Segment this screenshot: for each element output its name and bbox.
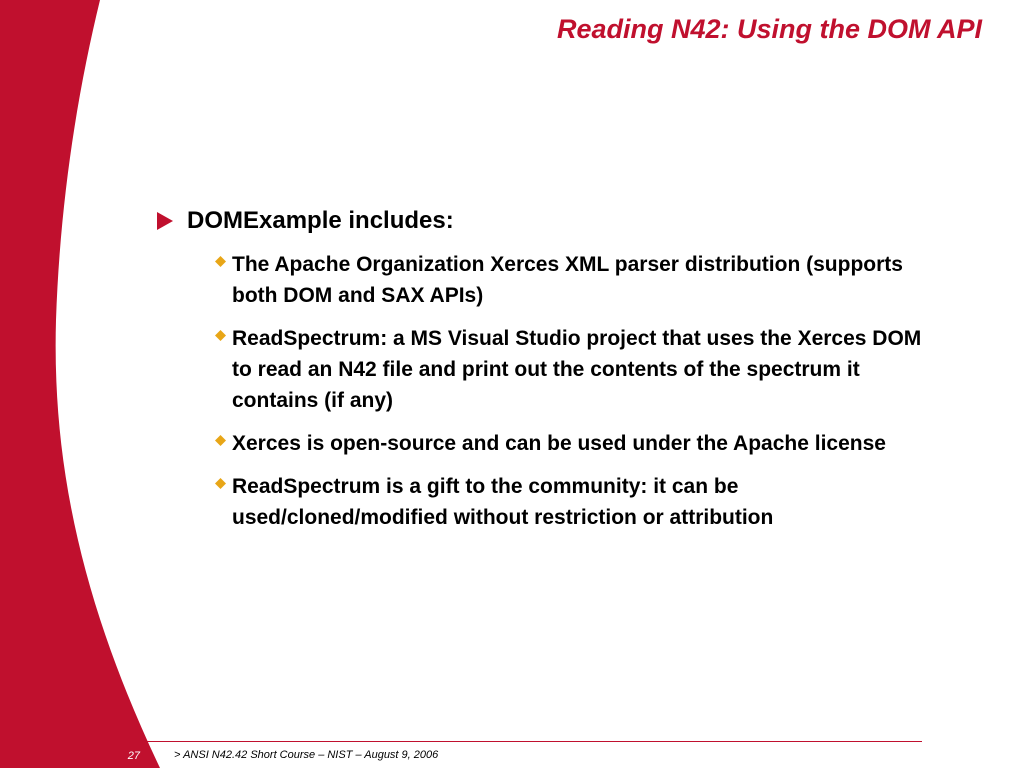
sub-bullet-text: The Apache Organization Xerces XML parser distribution (supports both DOM and SAX APIs) xyxy=(232,253,903,307)
diamond-icon xyxy=(215,256,226,267)
slide-title: Reading N42: Using the DOM API xyxy=(556,14,982,44)
diamond-icon xyxy=(215,330,226,341)
slide-content xyxy=(157,207,957,545)
main-bullet-text: DOMExample includes: xyxy=(187,207,454,234)
sub-bullet-item xyxy=(215,249,938,311)
sub-bullet-text: Xerces is open-source and can be used under the Apache license xyxy=(232,432,886,455)
sub-bullet-text: ReadSpectrum is a gift to the community: it can be used/cloned/modified without restriction or attribution xyxy=(232,475,774,529)
sub-bullet-list xyxy=(157,249,957,533)
sub-bullet-text: ReadSpectrum: a MS Visual Studio project that uses the Xerces DOM to read an N42 file and print out the contents of the spectrum it contains (if any) xyxy=(232,327,922,412)
diamond-icon xyxy=(215,435,226,446)
red-side-band xyxy=(0,0,160,768)
page-number: 27 xyxy=(127,750,140,762)
sub-bullet-item xyxy=(215,323,938,416)
main-bullet xyxy=(157,207,957,235)
footer-text: > ANSI N42.42 Short Course – NIST – August 9, 2006 xyxy=(174,749,439,761)
footer-divider xyxy=(0,741,922,742)
sub-bullet-item xyxy=(215,428,938,459)
diamond-icon xyxy=(215,478,226,489)
triangle-right-icon xyxy=(157,212,173,230)
sub-bullet-item xyxy=(215,471,938,533)
